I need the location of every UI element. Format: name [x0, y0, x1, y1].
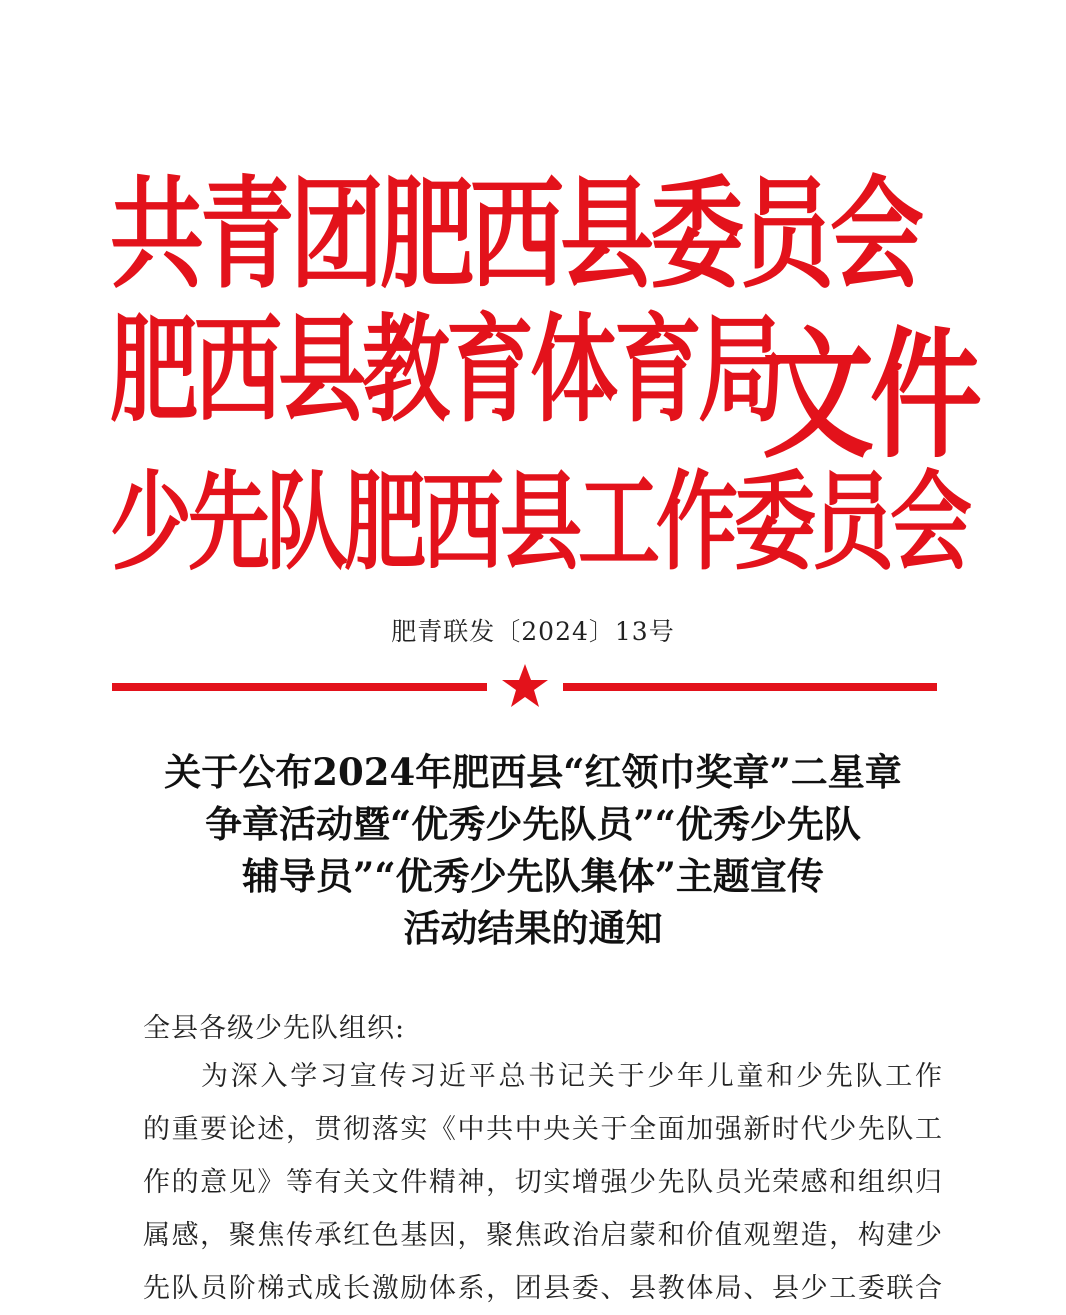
notice-title-line: 关于公布2024年肥西县“红领巾奖章”二星章	[164, 750, 902, 794]
body-line: 作的意见》等有关文件精神，切实增强少先队员光荣感和组织归	[143, 1167, 943, 1198]
red-rule-left	[112, 683, 487, 691]
issuer-line-education-bureau: 肥西县教育体育局	[110, 301, 783, 438]
document-header	[0, 0, 1066, 600]
notice-title-line: 辅导员”“优秀少先队集体”主题宣传	[242, 854, 824, 898]
notice-title-line: 活动结果的通知	[403, 906, 663, 950]
notice-title-line: 争章活动暨“优秀少先队员”“优秀少先队	[205, 802, 861, 846]
red-rule-right	[563, 683, 937, 691]
red-star-icon	[500, 662, 550, 710]
body-line: 属感，聚焦传承红色基因，聚焦政治启蒙和价值观塑造，构建少	[143, 1220, 943, 1251]
notice-title	[0, 746, 1066, 954]
body-paragraph	[143, 1050, 953, 1315]
body-line: 先队员阶梯式成长激励体系，团县委、县教体局、县少工委联合	[143, 1273, 943, 1304]
document-number: 肥青联发〔2024〕13号	[391, 617, 675, 646]
body-line: 的重要论述，贯彻落实《中共中央关于全面加强新时代少先队工	[143, 1114, 943, 1145]
body-line: 为深入学习宣传习近平总书记关于少年儿童和少先队工作	[201, 1061, 943, 1092]
salutation: 全县各级少先队组织:	[143, 1013, 406, 1044]
document-type-label: 文件	[762, 315, 978, 478]
issuer-line-pioneers-committee: 少先队肥西县工作委员会	[110, 461, 969, 585]
issuer-line-youth-league: 共青团肥西县委员会	[110, 166, 921, 306]
